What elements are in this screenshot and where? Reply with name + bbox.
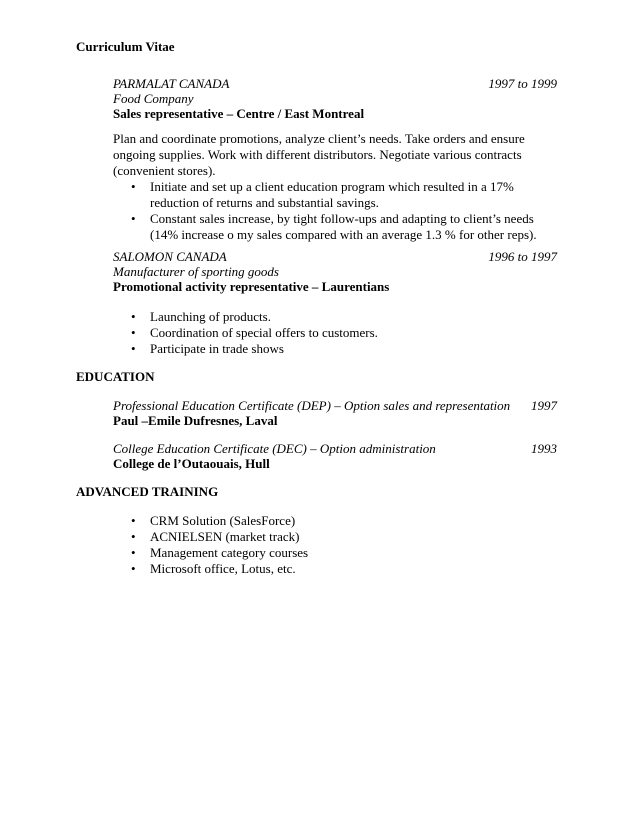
exp2-bullet-list (131, 309, 559, 357)
exp2-type: Manufacturer of sporting goods (113, 264, 279, 279)
exp1-bullet-list (131, 179, 559, 243)
bullet-glyph: • (131, 529, 136, 544)
education-heading: EDUCATION (76, 369, 155, 384)
training-heading: ADVANCED TRAINING (76, 484, 219, 499)
bullet-glyph: • (131, 561, 136, 576)
edu1-school: Paul –Emile Dufresnes, Laval (113, 413, 278, 428)
edu1-year: 1997 (531, 398, 557, 413)
bullet-glyph: • (131, 341, 136, 356)
list-item: • Management category courses (131, 545, 309, 560)
training-bullet-list (131, 513, 559, 577)
exp2-company: SALOMON CANADA (113, 249, 227, 264)
exp1-company: PARMALAT CANADA (113, 76, 230, 91)
list-item: • CRM Solution (SalesForce) (131, 513, 296, 528)
list-item: • Initiate and set up a client education program which resulted in a 17% reduction of returns and substantial savings. (131, 179, 514, 210)
exp2-role: Promotional activity representative – Laurentians (113, 279, 390, 294)
list-item: • Coordination of special offers to customers. (131, 325, 378, 340)
list-item: • Participate in trade shows (131, 341, 284, 356)
bullet-glyph: • (131, 179, 136, 194)
exp1-role: Sales representative – Centre / East Montreal (113, 106, 365, 121)
exp2-years: 1996 to 1997 (488, 249, 557, 264)
list-item: • Constant sales increase, by tight follow-ups and adapting to client’s needs (14% increase o my sales compared with an average 1.3 % for other reps). (131, 211, 537, 242)
bullet-glyph: • (131, 513, 136, 528)
bullet-glyph: • (131, 211, 136, 226)
list-item: • Launching of products. (131, 309, 271, 324)
bullet-glyph: • (131, 309, 136, 324)
edu2-year: 1993 (531, 441, 557, 456)
edu1-certificate: Professional Education Certificate (DEP) – Option sales and representation (113, 398, 511, 413)
bullet-glyph: • (131, 325, 136, 340)
bullet-glyph: • (131, 545, 136, 560)
list-item: • ACNIELSEN (market track) (131, 529, 300, 544)
exp1-description: Plan and coordinate promotions, analyze client’s needs. Take orders and ensure ongoing supplies. Work with different distributors. Negotiate various contracts (convenient stores). (113, 131, 525, 178)
exp1-years: 1997 to 1999 (488, 76, 557, 91)
page-title: Curriculum Vitae (76, 39, 175, 54)
list-item: • Microsoft office, Lotus, etc. (131, 561, 296, 576)
edu2-certificate: College Education Certificate (DEC) – Option administration (113, 441, 436, 456)
edu2-school: College de l’Outaouais, Hull (113, 456, 270, 471)
exp1-type: Food Company (113, 91, 194, 106)
